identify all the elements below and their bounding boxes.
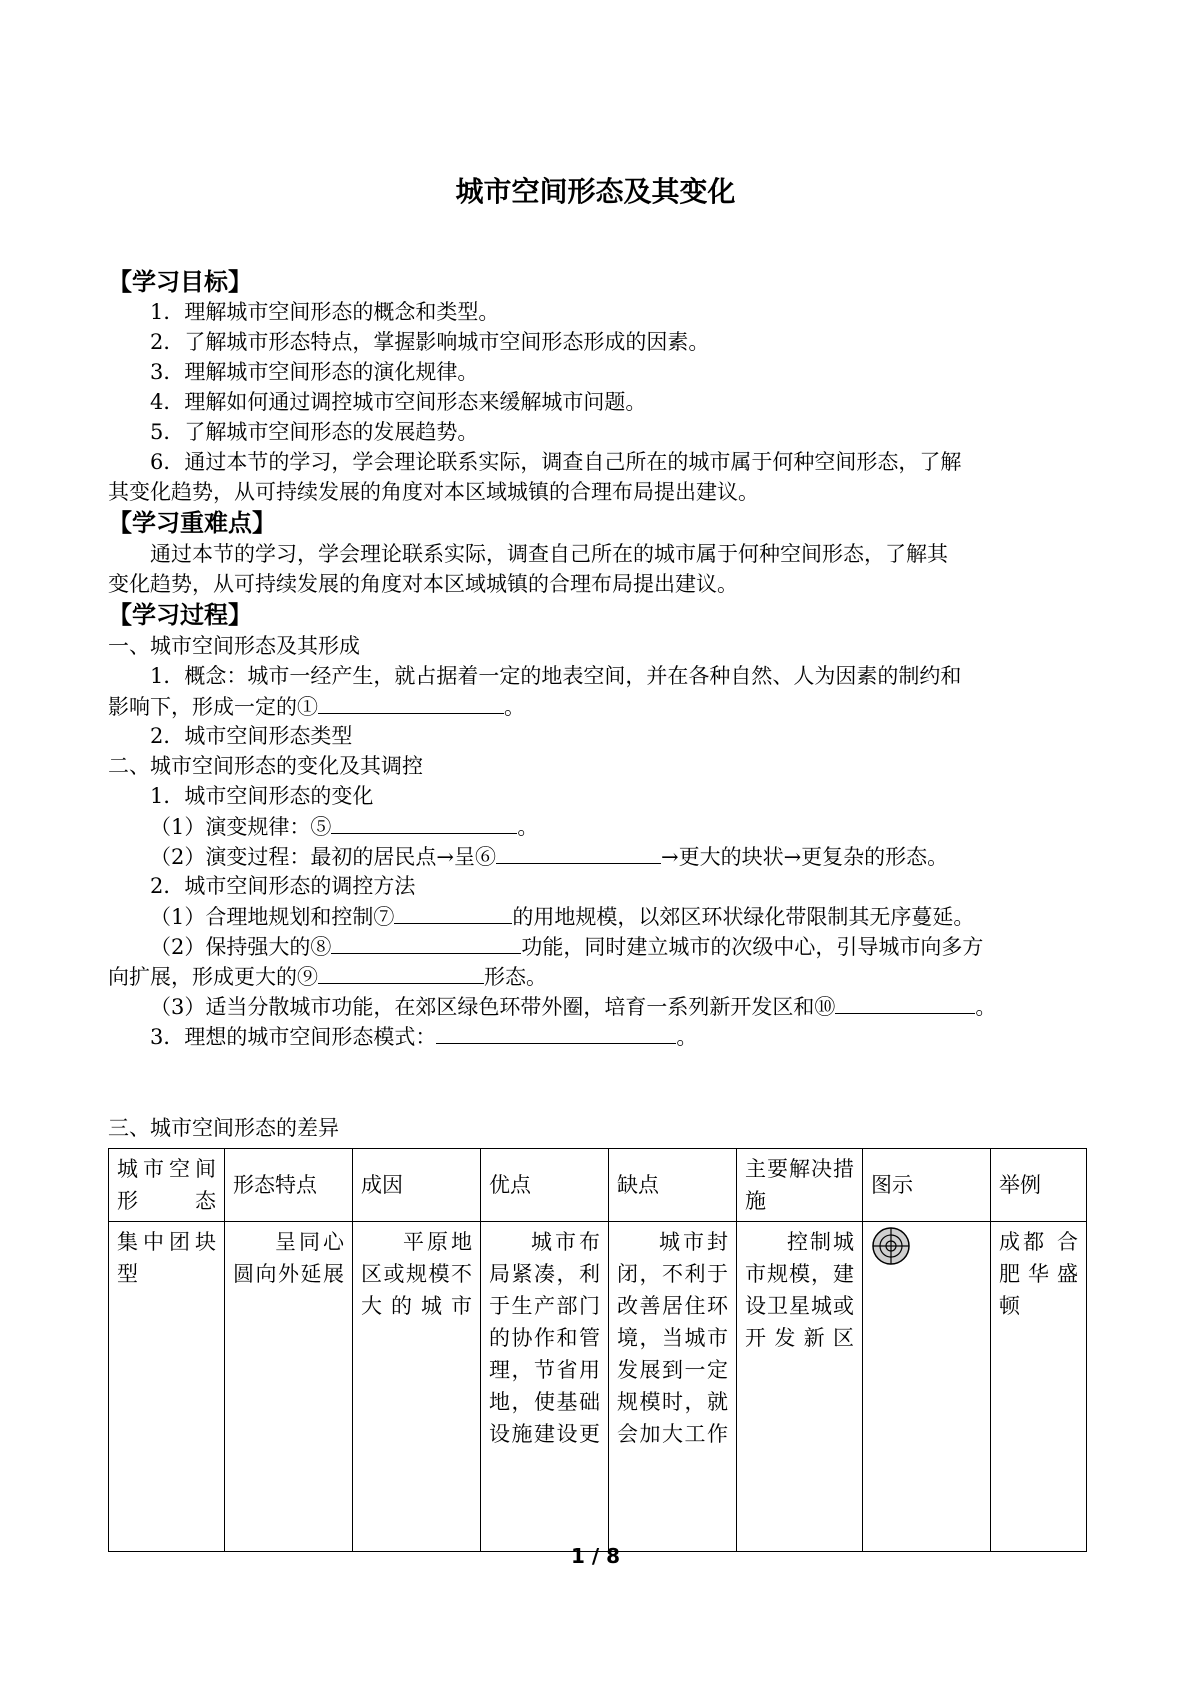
table-cell-feature: 呈同心圆向外延展	[225, 1222, 353, 1552]
section-1-title: 一、城市空间形态及其形成	[108, 634, 360, 658]
blank-5[interactable]	[331, 811, 517, 834]
table-cell-cons: 城市封闭，不利于改善居住环境，当城市发展到一定规模时，就会加大工作	[609, 1222, 737, 1552]
control-3-line: （3）适当分散城市功能，在郊区绿色环带外圈，培育一系列新开发区和⑩ 。	[150, 991, 996, 1022]
table-header-cell: 城市空间形态	[109, 1149, 225, 1222]
table-cell-diagram	[863, 1222, 991, 1552]
control-2-line2: 向扩展，形成更大的⑨ 形态。	[108, 961, 547, 992]
types-line: 2．城市空间形态类型	[150, 724, 353, 748]
page-number: 1 / 8	[570, 1544, 621, 1568]
goal-item-1: 1．理解城市空间形态的概念和类型。	[150, 300, 500, 324]
goal-item-4: 4．理解如何通过调控城市空间形态来缓解城市问题。	[150, 390, 647, 414]
blank-6[interactable]	[496, 841, 661, 864]
table-header-cell: 举例	[991, 1149, 1087, 1222]
table-header-cell: 缺点	[609, 1149, 737, 1222]
goal-item-2: 2．了解城市形态特点，掌握影响城市空间形态形成的因素。	[150, 330, 710, 354]
section-3-title: 三、城市空间形态的差异	[108, 1116, 339, 1140]
key-heading: 【学习重难点】	[108, 509, 276, 537]
blank-8[interactable]	[331, 931, 521, 954]
table-header-row	[109, 1149, 1087, 1222]
table-header-cell: 成因	[353, 1149, 481, 1222]
ideal-line: 3．理想的城市空间形态模式： 。	[150, 1021, 697, 1052]
table-cell-type: 集中团块型	[109, 1222, 225, 1552]
table-row	[109, 1222, 1087, 1552]
blank-7[interactable]	[394, 901, 512, 924]
goal-item-3: 3．理解城市空间形态的演化规律。	[150, 360, 479, 384]
rule-line: （1）演变规律：⑤ 。	[150, 811, 538, 842]
table-cell-example: 成都 合肥 华 盛 顿	[991, 1222, 1087, 1552]
key-line2: 变化趋势，从可持续发展的角度对本区域城镇的合理布局提出建议。	[108, 572, 738, 596]
process-heading: 【学习过程】	[108, 601, 252, 629]
goal-item-6-line1: 6．通过本节的学习，学会理论联系实际，调查自己所在的城市属于何种空间形态，了解	[150, 450, 962, 474]
evolution-line: （2）演变过程：最初的居民点→呈⑥ →更大的块状→更复杂的形态。	[150, 841, 948, 872]
goal-item-5: 5．了解城市空间形态的发展趋势。	[150, 420, 479, 444]
table-cell-pros: 城市布局紧凑，利于生产部门的协作和管理，节省用地，使基础设施建设更	[481, 1222, 609, 1552]
blank-10[interactable]	[835, 991, 975, 1014]
change-line: 1．城市空间形态的变化	[150, 784, 374, 808]
concentric-circle-diagram-icon	[871, 1226, 911, 1266]
blank-ideal[interactable]	[436, 1021, 676, 1044]
table-cell-measure: 控制城市规模，建设卫星城或开发新区	[737, 1222, 863, 1552]
table-cell-cause: 平原地区或规模不大的城市	[353, 1222, 481, 1552]
table-header-cell: 优点	[481, 1149, 609, 1222]
goal-item-6-line2: 其变化趋势，从可持续发展的角度对本区域城镇的合理布局提出建议。	[108, 480, 759, 504]
comparison-table	[108, 1148, 1087, 1552]
blank-1[interactable]	[318, 691, 504, 714]
key-line1: 通过本节的学习，学会理论联系实际，调查自己所在的城市属于何种空间形态，了解其	[150, 542, 948, 566]
goals-heading: 【学习目标】	[108, 268, 252, 296]
control-1-line: （1）合理地规划和控制⑦ 的用地规模，以郊区环状绿化带限制其无序蔓延。	[150, 901, 974, 932]
section-2-title: 二、城市空间形态的变化及其调控	[108, 754, 423, 778]
control-2-line: （2）保持强大的⑧ 功能，同时建立城市的次级中心，引导城市向多方	[150, 931, 983, 962]
table-header-cell: 主要解决措施	[737, 1149, 863, 1222]
page-title: 城市空间形态及其变化	[455, 175, 736, 208]
table-header-cell: 形态特点	[225, 1149, 353, 1222]
control-line: 2．城市空间形态的调控方法	[150, 874, 416, 898]
concept-line1: 1．概念：城市一经产生，就占据着一定的地表空间，并在各种自然、人为因素的制约和	[150, 664, 962, 688]
concept-line2: 影响下，形成一定的① 。	[108, 691, 525, 722]
table-header-cell: 图示	[863, 1149, 991, 1222]
blank-9[interactable]	[318, 961, 484, 984]
